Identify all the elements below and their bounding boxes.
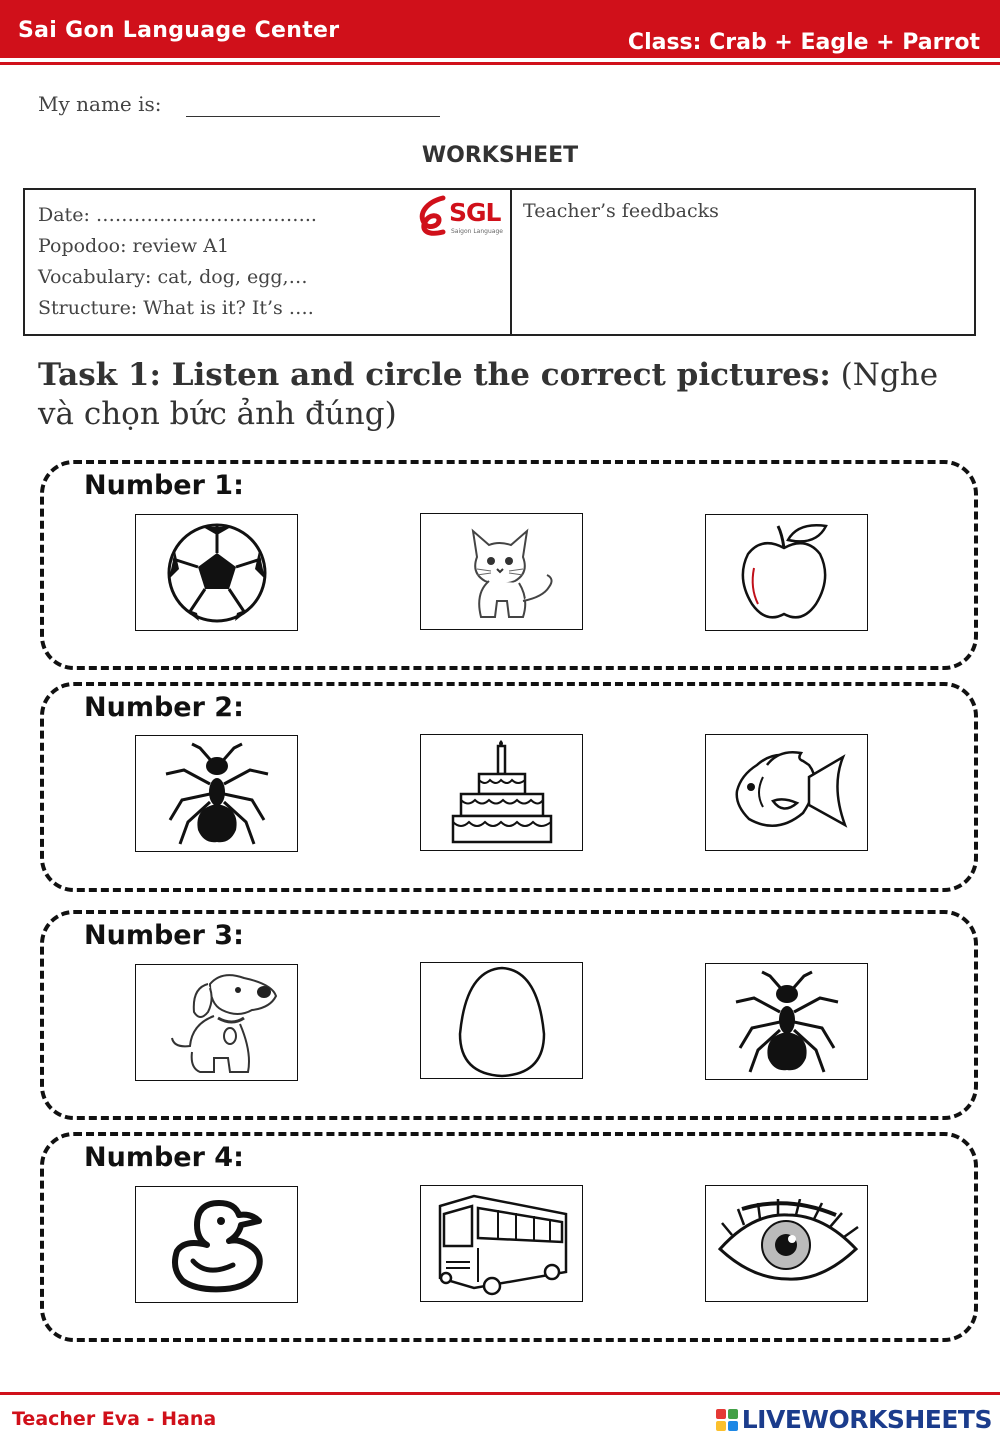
footer-rule: [0, 1392, 1000, 1395]
liveworksheets-brand[interactable]: [716, 1405, 992, 1434]
teacher-feedback: Teacher’s feedbacks: [523, 200, 719, 222]
brand-text: LIVEWORKSHEETS: [741, 1405, 992, 1434]
question-label: Number 1:: [84, 470, 244, 501]
picture-option-duck[interactable]: [135, 1186, 298, 1303]
popodoo-line: Popodoo: review A1: [38, 235, 230, 257]
eye-icon: [712, 1199, 862, 1289]
header-rule: [0, 62, 1000, 65]
picture-option-bus[interactable]: [420, 1185, 583, 1302]
sgl-logo: [413, 192, 513, 238]
picture-option-cake[interactable]: [420, 734, 583, 851]
bus-icon: [432, 1192, 572, 1296]
date-line: Date: ……………………………..: [38, 204, 317, 226]
apple-icon: [732, 518, 842, 628]
structure-line: Structure: What is it? It’s ….: [38, 297, 314, 319]
lesson-info: [38, 200, 317, 324]
ant-icon: [152, 740, 282, 848]
question-label: Number 4:: [84, 1142, 244, 1173]
logo-subtext: Saigon Language: [451, 228, 503, 235]
duck-icon: [167, 1195, 267, 1295]
dog-icon: [152, 968, 282, 1078]
cake-icon: [447, 738, 557, 848]
question-group-2: [40, 682, 978, 892]
question-group-4: [40, 1132, 978, 1342]
task-instruction: [38, 356, 968, 434]
picture-option-eye[interactable]: [705, 1185, 868, 1302]
fish-icon: [717, 743, 857, 843]
liveworksheets-logo-icon: [716, 1409, 738, 1431]
ant-icon: [722, 968, 852, 1076]
center-name: Sai Gon Language Center: [18, 18, 340, 43]
worksheet-title: WORKSHEET: [421, 143, 579, 168]
question-group-1: [40, 460, 978, 670]
egg-icon: [452, 964, 552, 1078]
picture-option-dog[interactable]: [135, 964, 298, 1081]
ball-icon: [165, 521, 269, 625]
picture-option-fish[interactable]: [705, 734, 868, 851]
question-label: Number 2:: [84, 692, 244, 723]
question-label: Number 3:: [84, 920, 244, 951]
picture-option-ant[interactable]: [135, 735, 298, 852]
question-group-3: [40, 910, 978, 1120]
picture-option-cat[interactable]: [420, 513, 583, 630]
task-title: Task 1: Listen and circle the correct pictures:: [38, 357, 831, 393]
picture-option-ball[interactable]: [135, 514, 298, 631]
picture-option-apple[interactable]: [705, 514, 868, 631]
picture-option-ant[interactable]: [705, 963, 868, 1080]
sgl-swoosh-icon: [413, 192, 453, 238]
vocabulary-line: Vocabulary: cat, dog, egg,…: [38, 266, 308, 288]
info-table: [23, 188, 976, 336]
logo-text: SGL: [449, 198, 501, 227]
name-blank-line[interactable]: [186, 116, 440, 117]
task-translation: (Nghe và chọn bức ảnh đúng): [38, 357, 939, 432]
picture-option-egg[interactable]: [420, 962, 583, 1079]
cat-icon: [437, 517, 567, 627]
name-label: My name is:: [38, 92, 162, 116]
teacher-name: Teacher Eva - Hana: [12, 1408, 217, 1430]
class-name: Class: Crab + Eagle + Parrot: [627, 30, 980, 55]
